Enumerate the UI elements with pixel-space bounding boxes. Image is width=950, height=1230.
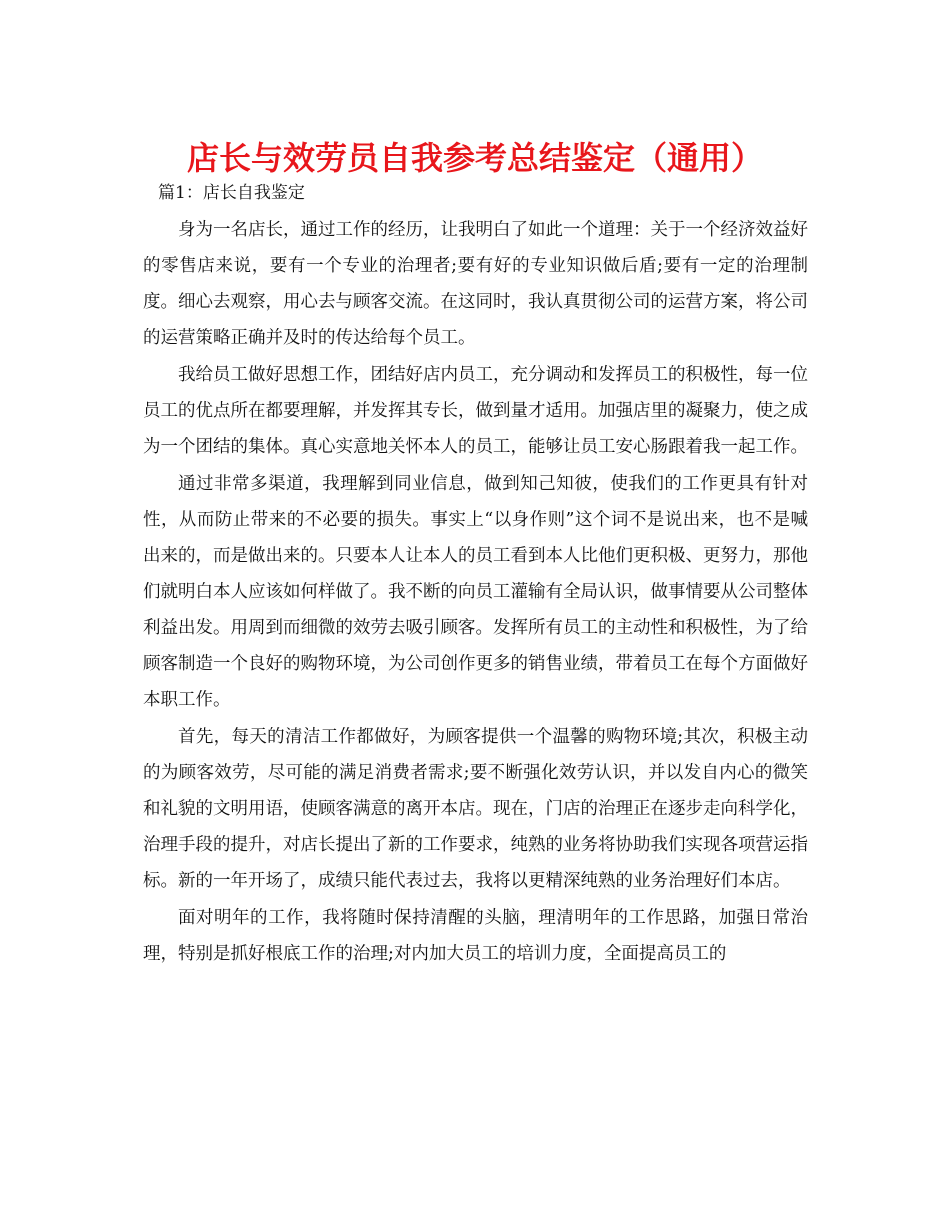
- paragraph: 面对明年的工作，我将随时保持清醒的头脑，理清明年的工作思路，加强日常治理，特别是抓好根底工作的治理;对内加大员工的培训力度，全面提高员工的: [143, 908, 808, 964]
- document-title: 店长与效劳员自我参考总结鉴定（通用）: [186, 139, 763, 177]
- paragraph: 首先，每天的清洁工作都做好，为顾客提供一个温馨的购物环境;其次，积极主动的为顾客效劳，尽可能的满足消费者需求;要不断强化效劳认识，并以发自内心的微笑和礼貌的文明用语，使顾客满意的离开本店。现在，门店的治理正在逐步走向科学化，治理手段的提升，对店长提出了新的工作要求，纯熟的业务将协助我们实现各项营运指标。新的一年开场了，成绩只能代表过去，我将以更精深纯熟的业务治理好们本店。: [143, 727, 808, 891]
- paragraph: 通过非常多渠道，我理解到同业信息，做到知己知彼，使我们的工作更具有针对性，从而防止带来的不必要的损失。事实上“以身作则”这个词不是说出来，也不是喊出来的，而是做出来的。只要本人让本人的员工看到本人比他们更积极、更努力，那他们就明白本人应该如何样做了。我不断的向员工灌输有全局认识，做事情要从公司整体利益出发。用周到而细微的效劳去吸引顾客。发挥所有员工的主动性和积极性，为了给顾客制造一个良好的购物环境，为公司创作更多的销售业绩，带着员工在每个方面做好本职工作。: [143, 474, 808, 710]
- section-heading: 篇1：店长自我鉴定: [158, 183, 305, 203]
- paragraph: 身为一名店长，通过工作的经历，让我明白了如此一个道理：关于一个经济效益好的零售店来说，要有一个专业的治理者;要有好的专业知识做后盾;要有一定的治理制度。细心去观察，用心去与顾客交流。在这同时，我认真贯彻公司的运营方案，将公司的运营策略正确并及时的传达给每个员工。: [143, 220, 808, 348]
- document-body: [143, 212, 808, 973]
- paragraph: 我给员工做好思想工作，团结好店内员工，充分调动和发挥员工的积极性，每一位员工的优点所在都要理解，并发挥其专长，做到量才适用。加强店里的凝聚力，使之成为一个团结的集体。真心实意地关怀本人的员工，能够让员工安心肠跟着我一起工作。: [143, 365, 808, 457]
